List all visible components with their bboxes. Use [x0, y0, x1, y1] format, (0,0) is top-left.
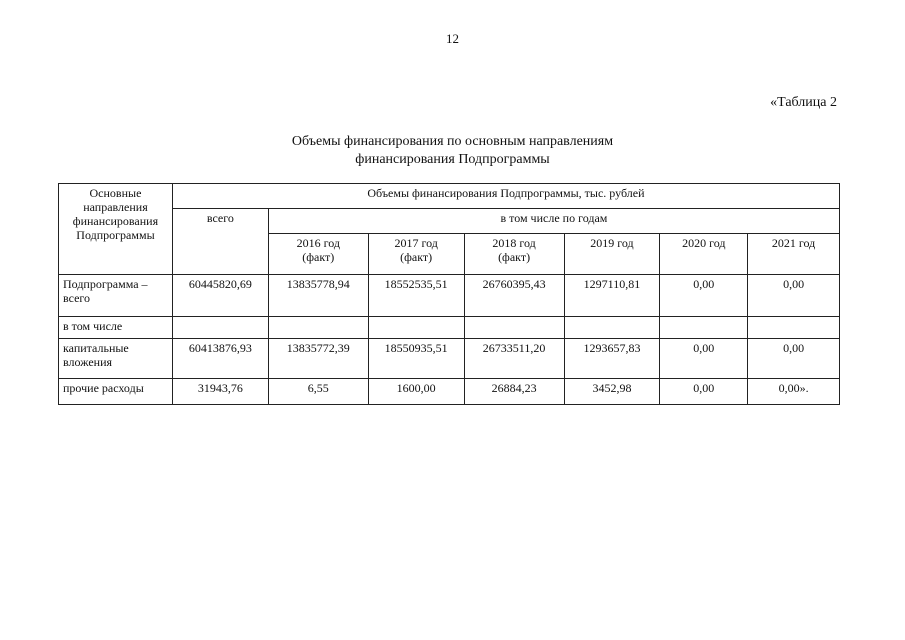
cell-2020: 0,00	[660, 275, 748, 317]
cell-2019: 1297110,81	[564, 275, 660, 317]
table-label: «Таблица 2	[770, 95, 837, 110]
header-year-2016: 2016 год (факт)	[268, 234, 368, 275]
table-row	[59, 339, 840, 379]
table-row	[59, 275, 840, 317]
row-label: прочие расходы	[59, 379, 173, 405]
cell-2018	[464, 317, 564, 339]
cell-total	[172, 317, 268, 339]
row-label: Подпрограмма – всего	[59, 275, 173, 317]
cell-2017	[368, 317, 464, 339]
cell-2019: 3452,98	[564, 379, 660, 405]
cell-2018: 26733511,20	[464, 339, 564, 379]
header-year-2019: 2019 год	[564, 234, 660, 275]
cell-total: 60445820,69	[172, 275, 268, 317]
page-number: 12	[446, 31, 459, 46]
cell-2018: 26760395,43	[464, 275, 564, 317]
title-line-1: Объемы финансирования по основным направлениям	[291, 134, 614, 149]
cell-2016	[268, 317, 368, 339]
cell-2018: 26884,23	[464, 379, 564, 405]
cell-2016: 13835778,94	[268, 275, 368, 317]
cell-total: 31943,76	[172, 379, 268, 405]
header-year-2020: 2020 год	[660, 234, 748, 275]
header-total: всего	[172, 209, 268, 275]
cell-2021: 0,00».	[748, 379, 840, 405]
cell-2019	[564, 317, 660, 339]
cell-2019: 1293657,83	[564, 339, 660, 379]
table-row	[59, 317, 840, 339]
cell-2017: 1600,00	[368, 379, 464, 405]
header-year-2021: 2021 год	[748, 234, 840, 275]
row-label: в том числе	[59, 317, 173, 339]
table-row	[59, 379, 840, 405]
cell-2021: 0,00	[748, 339, 840, 379]
cell-2021: 0,00	[748, 275, 840, 317]
cell-2020	[660, 317, 748, 339]
header-year-2018: 2018 год (факт)	[464, 234, 564, 275]
cell-2017: 18552535,51	[368, 275, 464, 317]
row-label: капитальные вложения	[59, 339, 173, 379]
header-directions: Основные направления финансирования Подпрограммы	[59, 184, 173, 275]
header-by-years: в том числе по годам	[268, 209, 839, 234]
header-volumes: Объемы финансирования Подпрограммы, тыс. рублей	[172, 184, 839, 209]
cell-2016: 13835772,39	[268, 339, 368, 379]
cell-2020: 0,00	[660, 339, 748, 379]
cell-2016: 6,55	[268, 379, 368, 405]
cell-total: 60413876,93	[172, 339, 268, 379]
cell-2020: 0,00	[660, 379, 748, 405]
cell-2017: 18550935,51	[368, 339, 464, 379]
title-line-2: финансирования Подпрограммы	[355, 152, 550, 167]
document-title	[0, 133, 905, 169]
financing-table	[58, 183, 840, 405]
header-year-2017: 2017 год (факт)	[368, 234, 464, 275]
cell-2021	[748, 317, 840, 339]
